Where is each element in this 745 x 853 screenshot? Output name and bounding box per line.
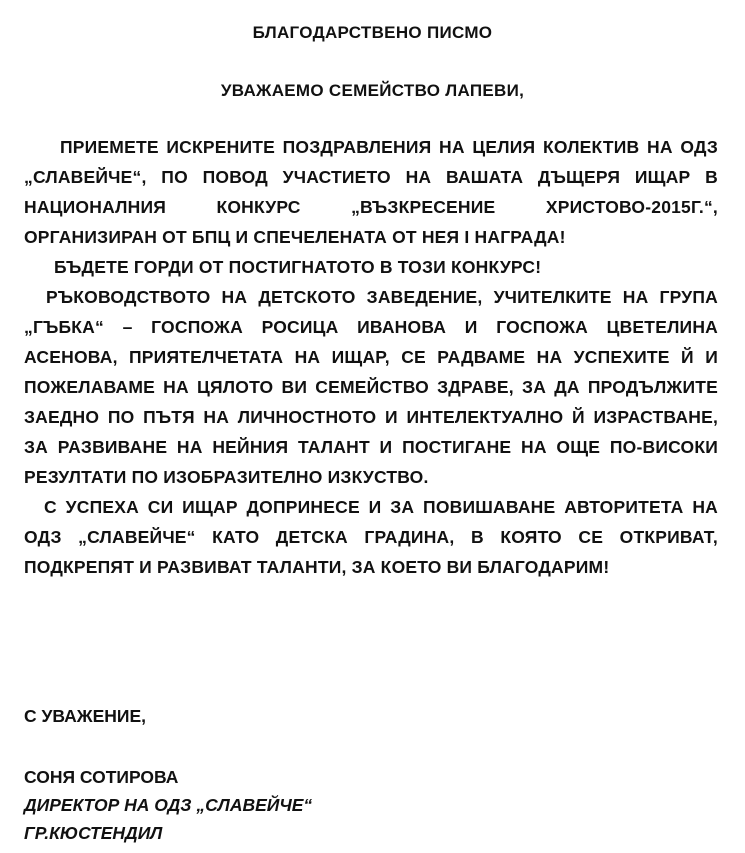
- signatory-name: СОНЯ СОТИРОВА: [24, 767, 179, 787]
- signatory-city: ГР.КЮСТЕНДИЛ: [24, 823, 163, 843]
- letter-title: БЛАГОДАРСТВЕНО ПИСМО: [252, 23, 493, 42]
- signature-block: [24, 763, 312, 847]
- letter-salutation: УВАЖАЕМО СЕМЕЙСТВО ЛАПЕВИ,: [220, 81, 525, 100]
- letter-body: [24, 132, 718, 582]
- paragraph-management-wishes: РЪКОВОДСТВОТО НА ДЕТСКОТО ЗАВЕДЕНИЕ, УЧИТЕЛКИТЕ НА ГРУПА „ГЪБКА“ – ГОСПОЖА РОСИЦА ИВАНОВА И ГОСПОЖА ЦВЕТЕЛИНА АСЕНОВА, ПРИЯТЕЛЧЕТАТА НА ИЩАР, СЕ РАДВАМЕ НА УСПЕХИТЕ Й И ПОЖЕЛАВАМЕ НА ЦЯЛОТО ВИ СЕМЕЙСТВО ЗДРАВЕ, ЗА ДА ПРОДЪЛЖИТЕ ЗАЕДНО ПО ПЪТЯ НА ЛИЧНОСТНОТО И ИНТЕЛЕКТУАЛНО Й ИЗРАСТВАНЕ, ЗА РАЗВИВАНЕ НА НЕЙНИЯ ТАЛАНТ И ПОСТИГАНЕ НА ОЩЕ ПО-ВИСОКИ РЕЗУЛТАТИ ПО ИЗОБРАЗИТЕЛНО ИЗКУСТВО.: [24, 287, 718, 487]
- paragraph-congratulations: ПРИЕМЕТЕ ИСКРЕНИТЕ ПОЗДРАВЛЕНИЯ НА ЦЕЛИЯ КОЛЕКТИВ НА ОДЗ „СЛАВЕЙЧЕ“, ПО ПОВОД УЧАСТИЕТО НА ВАШАТА ДЪЩЕРЯ ИЩАР В НАЦИОНАЛНИЯ КОНКУРС „ВЪЗКРЕСЕНИЕ ХРИСТОВО-2015Г.“, ОРГАНИЗИРАН ОТ БПЦ И СПЕЧЕЛЕНАТА ОТ НЕЯ I НАГРАДА!: [24, 137, 718, 247]
- paragraph-thanks: С УСПЕХА СИ ИЩАР ДОПРИНЕСЕ И ЗА ПОВИШАВАНЕ АВТОРИТЕТА НА ОДЗ „СЛАВЕЙЧЕ“ КАТО ДЕТСКА ГРАДИНА, В КОЯТО СЕ ОТКРИВАТ, ПОДКРЕПЯТ И РАЗВИВАТ ТАЛАНТИ, ЗА КОЕТО ВИ БЛАГОДАРИМ!: [24, 497, 718, 577]
- paragraph-be-proud: БЪДЕТЕ ГОРДИ ОТ ПОСТИГНАТОТО В ТОЗИ КОНКУРС!: [54, 257, 542, 277]
- signatory-role: ДИРЕКТОР НА ОДЗ „СЛАВЕЙЧЕ“: [24, 795, 313, 815]
- letter-closing: С УВАЖЕНИЕ,: [24, 706, 147, 726]
